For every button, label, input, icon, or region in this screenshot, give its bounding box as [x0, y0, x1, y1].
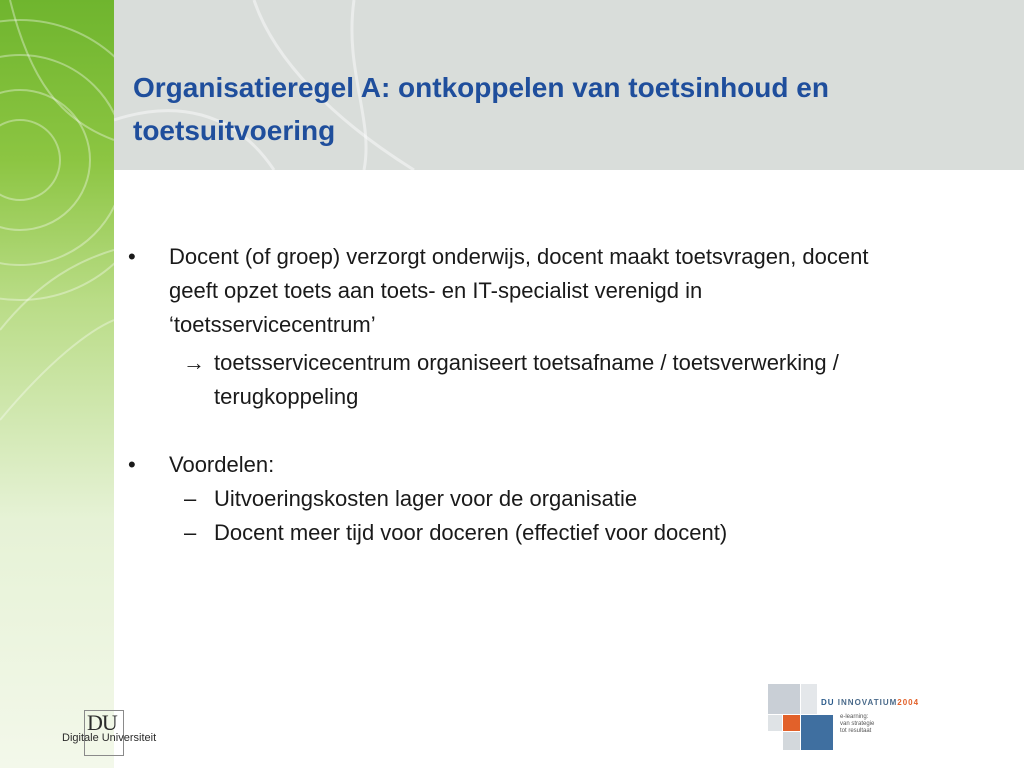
dash-text: Uitvoeringskosten lager voor de organisatie	[214, 486, 638, 511]
logo-square	[801, 684, 817, 714]
innovatium-logo	[768, 684, 948, 752]
tagline-line: e-learning:	[840, 714, 869, 720]
sub-dash-item	[128, 482, 908, 516]
innovatium-year: 2004	[897, 698, 920, 707]
bullet-text: Docent (of groep) verzorgt onderwijs, docent maakt toetsvragen, docent geeft opzet toets aan toets- en IT-specialist verenigd in ‘toetsservicecentrum’	[169, 244, 869, 337]
logo-square	[783, 732, 800, 750]
innovatium-name: INNOVATIUM	[837, 698, 898, 707]
innovatium-wordmark	[821, 698, 919, 707]
innovatium-du: DU	[821, 698, 835, 707]
dash-text: Docent meer tijd voor doceren (effectief voor docent)	[214, 520, 728, 545]
dash-marker: –	[184, 486, 197, 511]
digitale-universiteit-logo	[62, 710, 170, 758]
du-logo-name: Digitale Universiteit	[62, 732, 157, 744]
bullet-item	[128, 448, 908, 482]
tagline-line: van strategie	[840, 721, 875, 727]
sub-arrow-item	[128, 346, 908, 414]
innovatium-tagline	[840, 714, 874, 735]
left-green-band	[0, 0, 114, 768]
sub-dash-item	[128, 516, 908, 550]
logo-square-blue	[801, 715, 833, 750]
slide-title: Organisatieregel A: ontkoppelen van toetsinhoud en toetsuitvoering	[133, 72, 829, 146]
bullet-marker: •	[128, 452, 136, 477]
bullet-item	[128, 240, 908, 342]
bullet-marker: •	[128, 244, 136, 269]
tagline-line: tot resultaat	[840, 728, 872, 734]
du-logo-letters: DU	[87, 710, 117, 735]
bullet-text: Voordelen:	[169, 452, 275, 477]
spacer	[128, 414, 908, 448]
logo-square	[768, 684, 800, 714]
logo-square-orange	[783, 715, 800, 731]
slide-body	[128, 240, 908, 550]
logo-square	[768, 715, 782, 731]
decorative-swirl-graphic	[0, 0, 114, 768]
dash-marker: –	[184, 520, 197, 545]
arrow-marker: →	[183, 350, 205, 375]
arrow-text: toetsservicecentrum organiseert toetsafname / toetsverwerking / terugkoppeling	[214, 350, 839, 409]
